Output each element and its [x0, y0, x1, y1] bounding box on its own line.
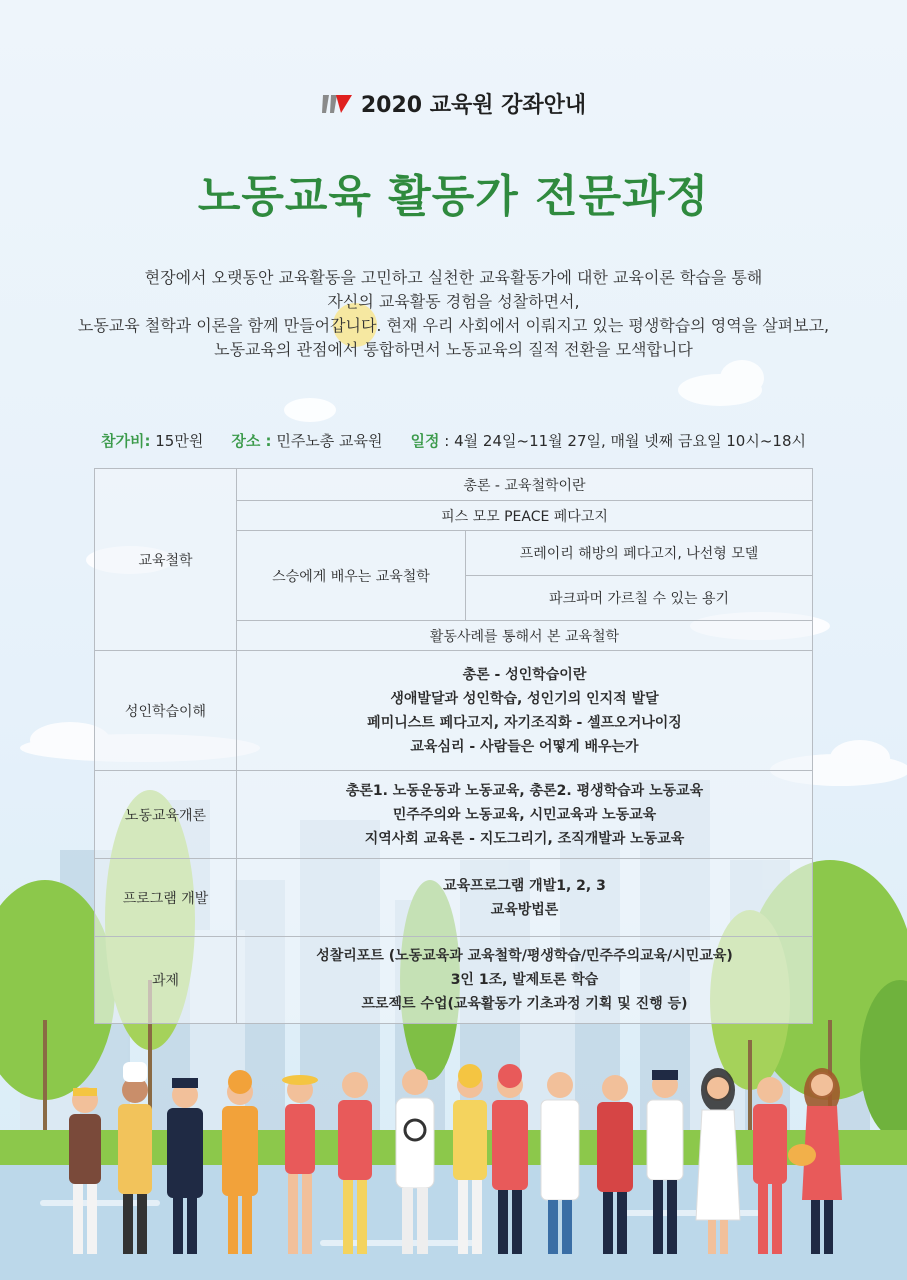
topic-line: 민주주의와 노동교육, 시민교육과 노동교육 — [392, 806, 657, 823]
table-row — [95, 469, 813, 501]
category-assignment: 과제 — [95, 937, 237, 1024]
course-info — [0, 430, 907, 451]
workers-illustration — [0, 1040, 907, 1280]
topic-line: 총론 - 성인학습이란 — [462, 666, 587, 683]
place-label: 장소 : — [231, 432, 272, 450]
schedule-label: 일정 — [410, 432, 440, 450]
table-cell: 피스 모모 PEACE 페다고지 — [237, 501, 813, 531]
fee-label: 참가비: — [101, 432, 151, 450]
table-cell — [237, 937, 813, 1024]
schedule-info — [411, 430, 806, 451]
course-title: 노동교육 활동가 전문과정 — [197, 171, 710, 222]
table-cell — [237, 771, 813, 859]
topic-line: 지역사회 교육론 - 지도그리기, 조직개발과 노동교육 — [364, 830, 685, 847]
fee-value: 15만원 — [155, 432, 204, 450]
topic-line: 3인 1조, 발제토론 학습 — [450, 972, 599, 988]
table-cell — [237, 651, 813, 771]
topic-line: 교육심리 - 사람들은 어떻게 배우는가 — [410, 738, 639, 755]
table-row — [95, 771, 813, 859]
topic-line: 페미니스트 페다고지, 자기조직화 - 셀프오거나이징 — [367, 714, 682, 731]
category-program-development: 프로그램 개발 — [95, 859, 237, 937]
sub-category-teachers: 스승에게 배우는 교육철학 — [237, 531, 466, 621]
intro-line: 노동교육 철학과 이론을 함께 만들어갑니다. 현재 우리 사회에서 이뤄지고 있는 평생학습의 영역을 살펴보고, — [77, 316, 830, 335]
topic-line: 성찰리포트 (노동교육과 교육철학/평생학습/민주주의교육/시민교육) — [316, 948, 733, 964]
fee-info — [101, 430, 203, 451]
category-labor-education: 노동교육개론 — [95, 771, 237, 859]
table-row — [95, 651, 813, 771]
intro-line: 자신의 교육활동 경험을 성찰하면서, — [327, 292, 580, 311]
category-philosophy: 교육철학 — [95, 469, 237, 651]
kctu-logo-icon — [321, 93, 353, 115]
table-cell: 총론 - 교육철학이란 — [237, 469, 813, 501]
intro-line: 현장에서 오랫동안 교육활동을 고민하고 실천한 교육활동가에 대한 교육이론 학습을 통해 — [144, 268, 763, 287]
schedule-value: : 4월 24일~11월 27일, 매월 넷째 금요일 10시~18시 — [444, 432, 806, 450]
table-cell: 파크파머 가르칠 수 있는 용기 — [466, 576, 813, 621]
table-row — [95, 859, 813, 937]
place-value: 민주노총 교육원 — [276, 432, 383, 450]
header-title: 2020 교육원 강좌안내 — [360, 93, 587, 118]
table-cell: 프레이리 해방의 페다고지, 나선형 모델 — [466, 531, 813, 576]
category-adult-learning: 성인학습이해 — [95, 651, 237, 771]
topic-line: 교육프로그램 개발1, 2, 3 — [443, 877, 606, 894]
topic-line: 프로젝트 수업(교육활동가 기초과정 기획 및 진행 등) — [361, 996, 688, 1012]
table-row — [95, 937, 813, 1024]
topic-line: 생애발달과 성인학습, 성인기의 인지적 발달 — [390, 690, 659, 707]
intro-paragraph — [0, 266, 907, 362]
place-info — [231, 430, 382, 451]
table-cell — [237, 859, 813, 937]
curriculum-table — [94, 468, 813, 1024]
table-cell: 활동사례를 통해서 본 교육철학 — [237, 621, 813, 651]
intro-line: 노동교육의 관점에서 통합하면서 노동교육의 질적 전환을 모색합니다 — [214, 340, 693, 359]
course-header — [0, 88, 907, 119]
topic-line: 총론1. 노동운동과 노동교육, 총론2. 평생학습과 노동교육 — [345, 782, 704, 799]
topic-line: 교육방법론 — [490, 901, 559, 918]
